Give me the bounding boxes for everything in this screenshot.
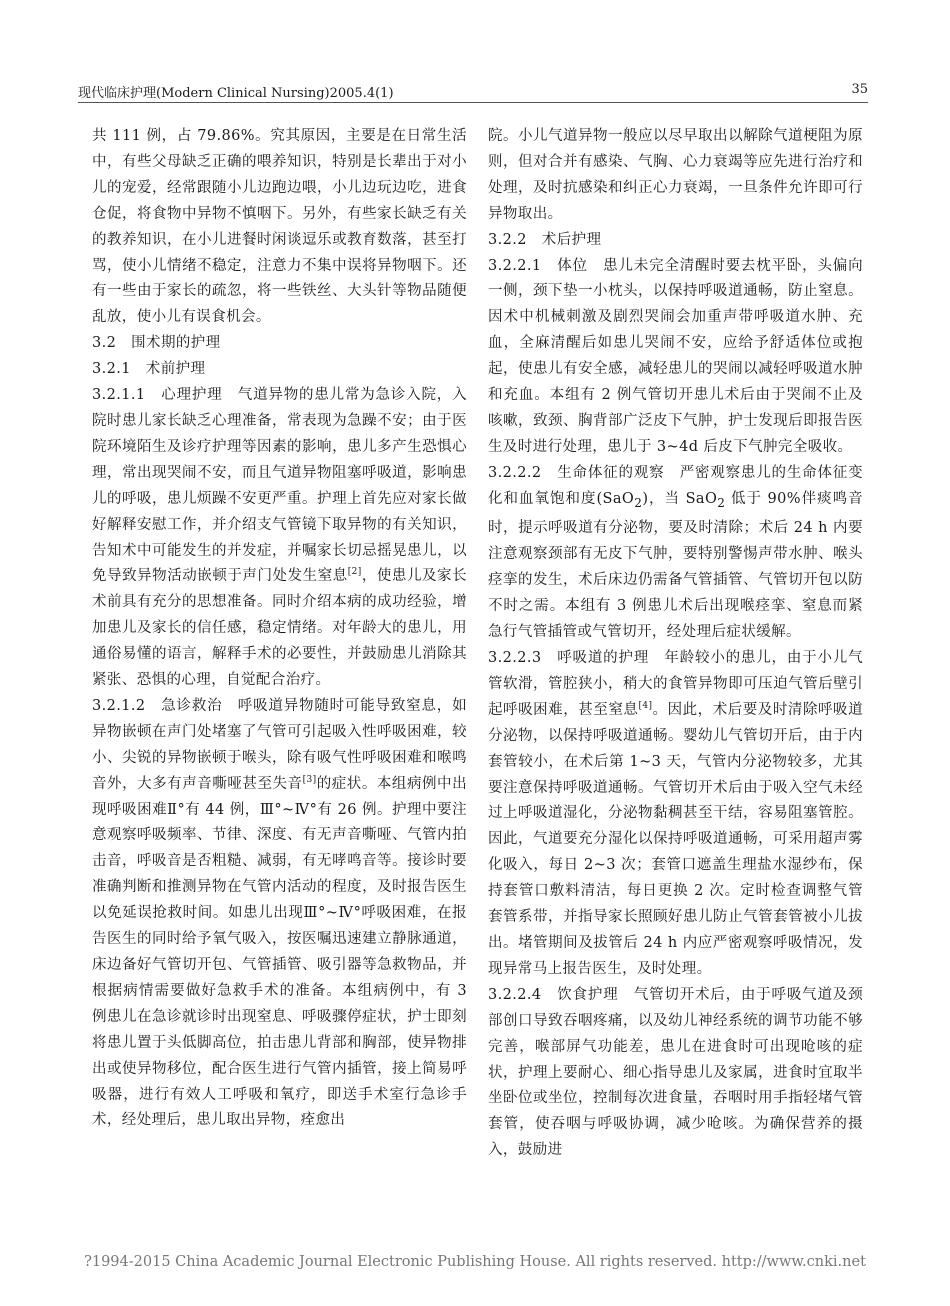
text-run: ，使患儿及家长术前具有充分的思想准备。同时介绍本病的成功经验，增加患儿及家长的信任感，稳定情绪。对年龄大的患儿，用通俗易懂的语言，解释手术的必要性，并鼓励患儿消除其紧张、恐惧的心理，自觉配合治疗。 [92,568,467,689]
copyright-footer: ?1994-2015 China Academic Journal Electronic Publishing House. All rights reserved. http://www.cnki.net [84,1254,866,1270]
page-number: 35 [851,82,868,97]
subscript: 2 [634,495,643,510]
text-run: )，当 SaO [642,490,718,507]
citation: [3] [302,774,317,785]
text-run: 的症状。本组病例中出现呼吸困难Ⅱ°有 44 例，Ⅲ°~Ⅳ°有 26 例。护理中要注意观察呼吸频率、节律、深度、有无声音嘶哑、气管内拍击音，呼吸音是否粗糙、减弱，有无哮鸣音等。接诊时要准确判断和推测异物在气管内活动的程度，及时报告医生以免延误抢救时间。如患儿出现Ⅲ°~Ⅳ°呼吸困难，在报告医生的同时给予氧气吸入，按医嘱迅速建立静脉通道，床边备好气管切开包、气管插管、吸引器等急救物品，并根据病情需要做好急救手术的准备。本组病例中，有 3 例患儿在急诊就诊时出现窒息、呼吸骤停症状，护士即刻将患儿置于头低脚高位，拍击患儿背部和胸部，使异物排出或使异物移位，配合医生进行气管内插管，接上简易呼吸器，进行有效人工呼吸和氧疗，即送手术室行急诊手术，经处理后，患儿取出异物，痊愈出 [92,775,467,1129]
right-column [488,124,863,1164]
paragraph [488,646,863,983]
paragraph: 3.2.2.1 体位 患儿未完全清醒时要去枕平卧，头偏向一侧，颈下垫一小枕头，以保持呼吸道通畅，防止窒息。因术中机械刺激及剧烈哭闹会加重声带呼吸道水肿、充血，全麻清醒后如患儿哭闹不安，应给予舒适体位或抱起，使患儿有安全感，减轻患儿的哭闹以减轻呼吸道水肿和充血。本组有 2 例气管切开患儿术后由于哭闹不止及咳嗽，致颈、胸背部广泛皮下气肿，护士发现后即报告医生及时进行处理，患儿于 3~4d 后皮下气肿完全吸收。 [488,257,863,455]
text-run: 3.2.2.3 呼吸道的护理 年龄较小的患儿，由于小儿气管软滑，管腔狭小，稍大的食管异物即可压迫气管后壁引起呼吸困难，甚至窒息 [488,650,863,718]
paragraph [488,461,863,646]
subscript: 2 [717,495,726,510]
subsection-heading: 3.2.2 术后护理 [488,231,602,248]
paragraph: 院。小儿气道异物一般应以尽早取出以解除气道梗阻为原则，但对合并有感染、气胸、心力衰竭等应先进行治疗和处理，及时抗感染和纠正心力衰竭，一旦条件允许即可行异物取出。 [488,128,863,222]
paragraph: 共 111 例，占 79.86%。究其原因，主要是在日常生活中，有些父母缺乏正确的喂养知识，特别是长辈出于对小儿的宠爱，经常跟随小儿边跑边喂，小儿边玩边吃，进食仓促，将食物中异物不慎咽下。另外，有些家长缺乏有关的教养知识，在小儿进餐时闲谈逗乐或教育数落，甚至打骂，使小儿情绪不稳定，注意力不集中误将异物咽下。还有一些由于家长的疏忽，将一些铁丝、大头针等物品随便乱放，使小儿有误食机会。 [92,128,467,326]
paragraph [92,694,467,1134]
journal-title: 现代临床护理(Modern Clinical Nursing)2005.4(1) [78,86,394,101]
left-column [92,124,467,1134]
subsection-heading: 3.2.1 术前护理 [92,361,206,378]
citation: [4] [638,700,653,711]
paragraph [92,383,467,694]
running-header [78,80,868,103]
citation: [2] [347,567,362,578]
paragraph: 3.2.2.4 饮食护理 气管切开术后，由于呼吸气道及颈部创口导致吞咽疼痛，以及幼儿神经系统的调节功能不够完善，喉部屏气功能差，患儿在进食时可出现呛咳的症状，护理上要耐心、细心指导患儿及家属，进食时宜取半坐卧位或坐位，控制每次进食量，吞咽时用手指轻堵气管套管，使吞咽与呼吸协调，减少呛咳。为确保营养的摄入，鼓励进 [488,986,863,1159]
text-run: 3.2.1.1 心理护理 气道异物的患儿常为急诊入院，入院时患儿家长缺乏心理准备，常表现为急躁不安；由于医院环境陌生及诊疗护理等因素的影响，患儿多产生恐惧心理，常出现哭闹不安，而且气道异物阻塞呼吸道，影响患儿的呼吸，患儿烦躁不安更严重。护理上首先应对家长做好解释安慰工作，并介绍支气管镜下取异物的有关知识，告知术中可能发生的并发症，并嘱家长切忌摇晃患儿，以免导致异物活动嵌顿于声门处发生窒息 [92,387,467,585]
text-run: 3.2.2.2 生命体征的观察 严密观察患儿的生命体征变化和血氧饱和度(SaO [488,464,863,507]
section-heading: 3.2 围术期的护理 [92,335,221,352]
text-run: 。因此，术后要及时清除呼吸道分泌物，以保持呼吸道通畅。婴幼儿气管切开后，由于内套管较小，在术后第 1~3 天，气管内分泌物较多，尤其要注意保持呼吸道通畅。气管切开术后由于吸入空气未经过上呼吸道湿化，分泌物黏稠甚至干结，容易阻塞管腔。因此，气道要充分湿化以保持呼吸道通畅，可采用超声雾化吸入，每日 2~3 次；套管口遮盖生理盐水湿纱布，保持套管口敷料清洁，每日更换 2 次。定时检查调整气管套管系带，并指导家长照顾好患儿防止气管套管被小儿拔出。堵管期间及拔管后 24 h 内应严密观察呼吸情况，发现异常马上报告医生，及时处理。 [488,701,863,977]
text-run: 低于 90%伴痰鸣音时，提示呼吸道有分泌物，要及时清除；术后 24 h 内要注意观察颈部有无皮下气肿，要特别警惕声带水肿、喉头痉挛的发生，术后床边仍需备气管插管、气管切开包以防不时之需。本组有 3 例患儿术后出现喉痉挛、窒息而紧急行气管插管或气管切开，经处理后症状缓解。 [488,490,863,641]
text-run: 3.2.1.2 急诊救治 呼吸道异物随时可能导致窒息，如异物嵌顿在声门处堵塞了气管可引起吸入性呼吸困难，较小、尖锐的异物嵌顿于喉头，除有吸气性呼吸困难和喉鸣音外，大多有声音嘶哑甚至失音 [92,697,467,792]
